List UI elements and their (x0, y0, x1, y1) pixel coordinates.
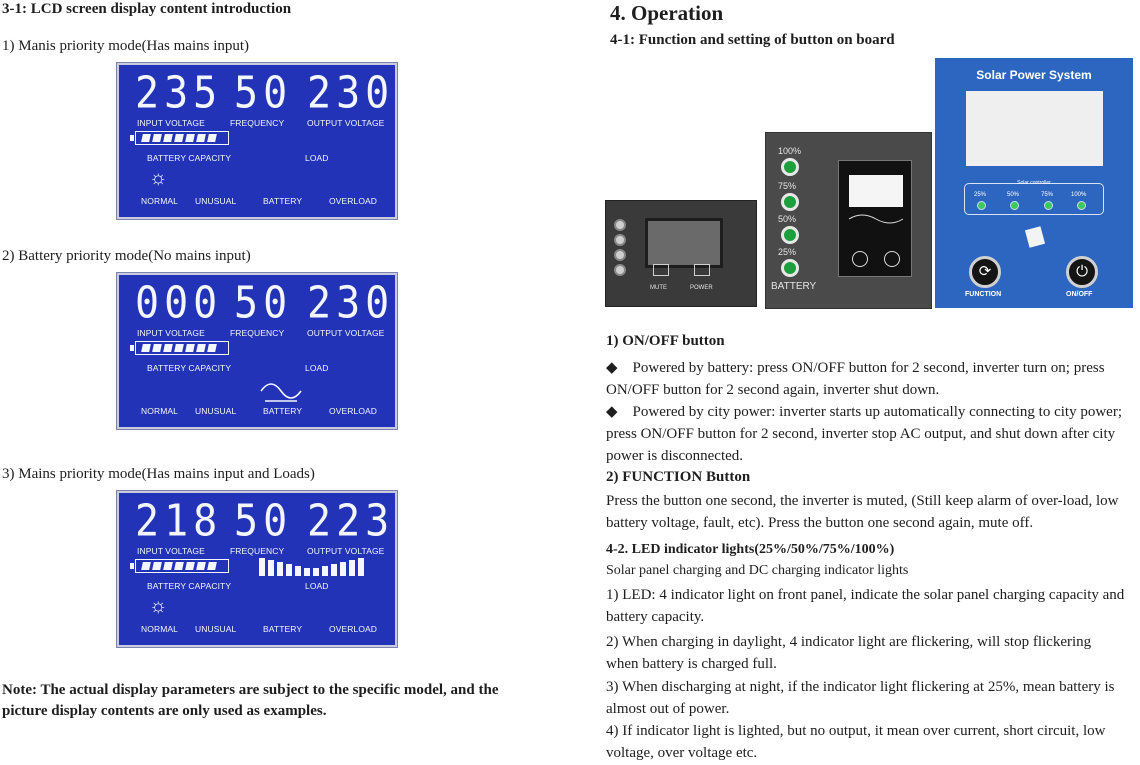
diamond-bullet-icon: ◆ (606, 360, 633, 376)
led-label-100: 100% (778, 146, 802, 156)
lcd-frequency-label: FREQUENCY (230, 328, 285, 338)
indicator-led (614, 234, 626, 246)
led-item-4: 4) If indicator light is lighted, but no output, it mean over current, short circuit, low voltage, over voltage etc. (606, 723, 1106, 761)
lcd-output-voltage-label: OUTPUT VOLTAGE (307, 546, 385, 556)
indicator-led (1010, 201, 1019, 210)
lcd-overload-label: OVERLOAD (329, 624, 378, 634)
lcd-frequency-value: 50 (234, 277, 293, 329)
battery-gauge-icon (135, 341, 229, 355)
lcd-output-voltage-label: OUTPUT VOLTAGE (307, 328, 385, 338)
led-label-100: 100% (1071, 192, 1087, 198)
device-screen (849, 175, 903, 207)
indicator-led (614, 219, 626, 231)
led-item-2: 2) When charging in daylight, 4 indicator light are flickering, will stop flickering when battery is charged full. (606, 634, 1092, 672)
onoff-paragraph-2-text: Powered by city power: inverter starts up automatically connecting to city power; press ON/OFF button for 2 second, inverter stop AC output, and shut down after city power is disconnected. (606, 404, 1122, 464)
led-label-75: 75% (778, 181, 797, 191)
lcd-output-voltage-value: 230 (307, 67, 395, 119)
function-paragraph: Press the button one second, the inverter is muted, (Still keep alarm of over-load, low battery voltage, fault, etc). Press the button one second again, mute off. (606, 493, 1119, 531)
lcd-load-label: LOAD (305, 153, 329, 163)
sine-wave-icon (259, 379, 303, 403)
onoff-button[interactable]: ⏻ (1066, 256, 1098, 288)
lcd-input-voltage-value: 218 (135, 495, 223, 547)
load-level-bars-icon (259, 557, 375, 577)
onoff-paragraph-2 (606, 401, 1126, 467)
solar-controller-label: Solar controller (1017, 180, 1051, 186)
onoff-heading: 1) ON/OFF button (606, 333, 725, 349)
indicator-led (781, 193, 799, 211)
lcd-input-voltage-label: INPUT VOLTAGE (137, 328, 205, 338)
lcd-normal-label: NORMAL (141, 196, 178, 206)
function-label: FUNCTION (965, 291, 1002, 298)
lcd-battery-label: BATTERY (263, 406, 303, 416)
lcd-normal-label: NORMAL (141, 406, 178, 416)
lcd-output-voltage-value: 230 (307, 277, 395, 329)
section-title-lcd: 3-1: LCD screen display content introduction (2, 1, 292, 17)
mute-button[interactable] (653, 264, 669, 276)
lcd-battery-capacity-label: BATTERY CAPACITY (147, 153, 232, 163)
lcd-panel-battery-priority (117, 273, 397, 429)
solar-controller-strip (964, 180, 1104, 215)
led-item-1: 1) LED: 4 indicator light on front panel, indicate the solar panel charging capacity and battery capacity. (606, 587, 1125, 625)
lcd-input-voltage-value: 000 (135, 277, 223, 329)
lightbulb-icon: ☼ (149, 595, 168, 617)
onoff-button[interactable] (884, 251, 900, 267)
lcd-battery-capacity-label: BATTERY CAPACITY (147, 581, 232, 591)
indicator-led (781, 259, 799, 277)
device-screen (966, 91, 1103, 166)
function-button[interactable]: ⟳ (969, 256, 1001, 288)
note-text: Note: The actual display parameters are subject to the specific model, and the picture display contents are only used as examples. (2, 682, 499, 719)
lcd-overload-label: OVERLOAD (329, 406, 378, 416)
diamond-bullet-icon: ◆ (606, 404, 633, 420)
mute-label: MUTE (650, 285, 667, 291)
lcd-input-voltage-value: 235 (135, 67, 223, 119)
led-subheading: Solar panel charging and DC charging indicator lights (606, 563, 909, 578)
indicator-led (1077, 201, 1086, 210)
lcd-frequency-value: 50 (234, 67, 293, 119)
inverter-panel-medium (765, 132, 932, 309)
lcd-unusual-label: UNUSUAL (195, 196, 237, 206)
device-screen (645, 218, 723, 268)
lcd-frequency-value: 50 (234, 495, 293, 547)
lcd-unusual-label: UNUSUAL (195, 406, 237, 416)
lightbulb-icon: ☼ (149, 167, 168, 189)
battery-gauge-icon (135, 559, 229, 573)
indicator-led (1044, 201, 1053, 210)
indicator-led (614, 249, 626, 261)
power-button[interactable] (694, 264, 710, 276)
battery-gauge-icon (135, 131, 229, 145)
mode-3-label: 3) Mains priority mode(Has mains input and Loads) (2, 466, 315, 482)
lcd-battery-capacity-label: BATTERY CAPACITY (147, 363, 232, 373)
inverter-panel-small (605, 200, 757, 307)
lcd-input-voltage-label: INPUT VOLTAGE (137, 546, 205, 556)
indicator-led (614, 264, 626, 276)
battery-label: BATTERY (771, 281, 817, 292)
lcd-frequency-label: FREQUENCY (230, 546, 285, 556)
lcd-panel-mains-loads (117, 491, 397, 647)
onoff-paragraph-1 (606, 357, 1126, 401)
lcd-battery-label: BATTERY (263, 196, 303, 206)
led-label-50: 50% (1007, 192, 1020, 198)
device-title: Solar Power System (976, 68, 1092, 82)
indicator-led (781, 226, 799, 244)
lcd-normal-label: NORMAL (141, 624, 178, 634)
led-label-50: 50% (778, 214, 797, 224)
led-label-75: 75% (1041, 192, 1054, 198)
lcd-unusual-label: UNUSUAL (195, 624, 237, 634)
onoff-label: ON/OFF (1066, 291, 1093, 298)
lcd-overload-label: OVERLOAD (329, 196, 378, 206)
mode-2-label: 2) Battery priority mode(No mains input) (2, 248, 251, 264)
onoff-paragraph-1-text: Powered by battery: press ON/OFF button for 2 second, inverter turn on; press ON/OFF button for 2 second again, inverter shut down. (606, 360, 1105, 398)
lcd-output-voltage-label: OUTPUT VOLTAGE (307, 118, 385, 128)
function-button[interactable] (852, 251, 868, 267)
brand-logo-icon (1025, 226, 1045, 248)
wave-logo-icon (847, 211, 905, 225)
power-label: POWER (690, 285, 713, 291)
lcd-input-voltage-label: INPUT VOLTAGE (137, 118, 205, 128)
lcd-battery-label: BATTERY (263, 624, 303, 634)
function-heading: 2) FUNCTION Button (606, 469, 751, 485)
lcd-output-voltage-value: 223 (307, 495, 395, 547)
led-label-25: 25% (778, 247, 797, 257)
lcd-load-label: LOAD (305, 581, 329, 591)
solar-power-system-panel (935, 58, 1133, 308)
lcd-frequency-label: FREQUENCY (230, 118, 285, 128)
mode-1-label: 1) Manis priority mode(Has mains input) (2, 38, 250, 54)
control-panel (838, 160, 912, 277)
led-heading: 4-2. LED indicator lights(25%/50%/75%/100%) (606, 542, 895, 557)
section-subtitle: 4-1: Function and setting of button on board (610, 32, 895, 48)
lcd-load-label: LOAD (305, 363, 329, 373)
led-item-3: 3) When discharging at night, if the indicator light flickering at 25%, mean battery is almost out of power. (606, 679, 1115, 717)
lcd-panel-mains-priority (117, 63, 397, 219)
indicator-led (781, 158, 799, 176)
page-title: 4. Operation (610, 1, 724, 25)
led-label-25: 25% (974, 192, 987, 198)
indicator-led (977, 201, 986, 210)
